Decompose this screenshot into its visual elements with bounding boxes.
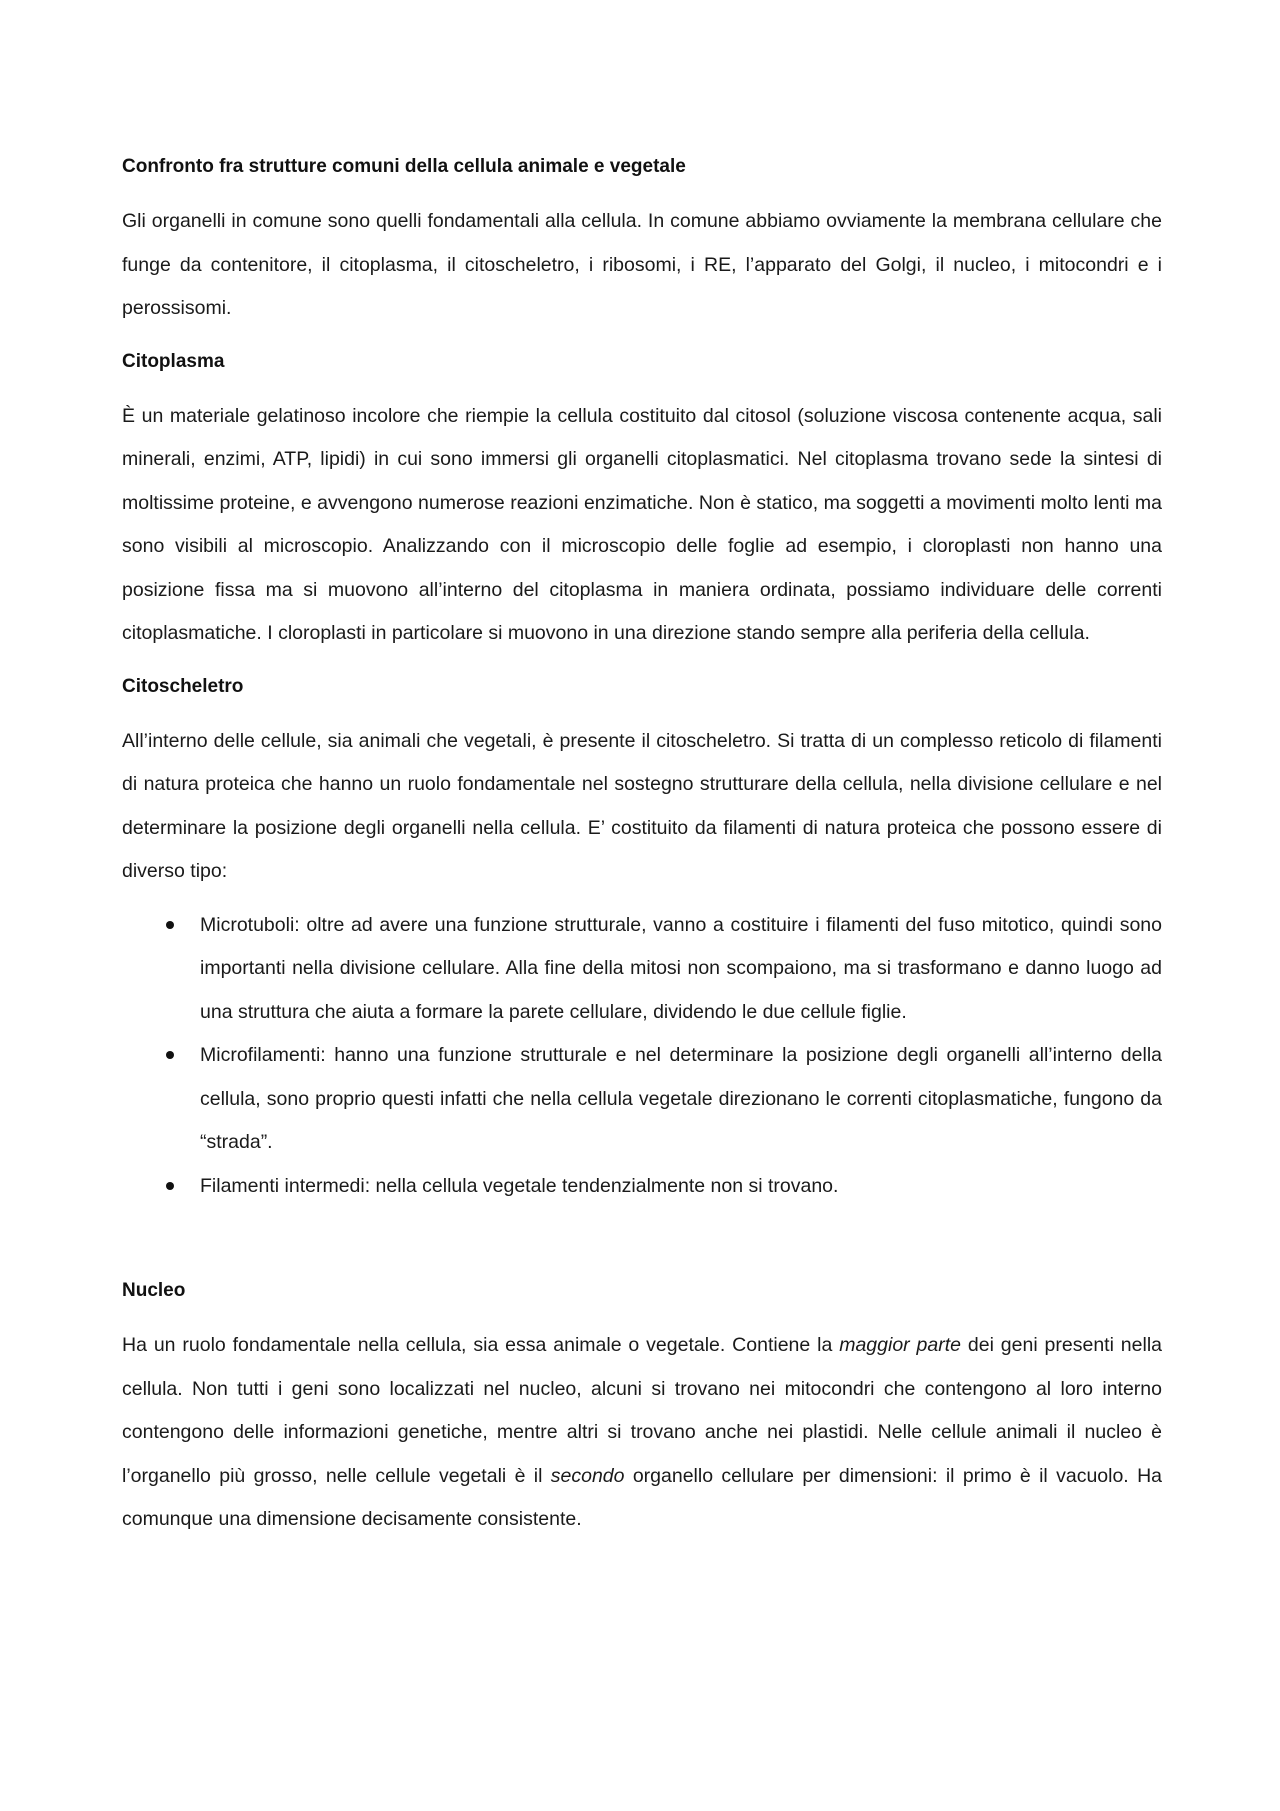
nucleo-emphasis-1: maggior parte (839, 1334, 961, 1356)
list-item (122, 1165, 1162, 1209)
paragraph-citoscheletro: All’interno delle cellule, sia animali che vegetali, è presente il citoscheletro. Si tratta di un complesso reticolo di filamenti di natura proteica che hanno un ruolo fondamentale nel sostegno strutturare della cellula, nella divisione cellulare e nel determinare la posizione degli organelli nella cellula. E’ costituito da filamenti di natura proteica che possono essere di diverso tipo: (122, 729, 1162, 882)
heading-confronto: Confronto fra strutture comuni della cellula animale e vegetale (122, 156, 686, 177)
bullet-icon (166, 921, 174, 929)
paragraph-citoplasma: È un materiale gelatinoso incolore che riempie la cellula costituito dal citosol (soluzione viscosa contenente acqua, sali minerali, enzimi, ATP, lipidi) in cui sono immersi gli organelli citoplasmatici. Nel citoplasma trovano sede la sintesi di moltissime proteine, e avvengono numerose reazioni enzimatiche. Non è statico, ma soggetti a movimenti molto lenti ma sono visibili al microscopio. Analizzando con il microscopio delle foglie ad esempio, i cloroplasti non hanno una posizione fissa ma si muovono all’interno del citoplasma in maniera ordinata, possiamo individuare delle correnti citoplasmatiche. I cloroplasti in particolare si muovono in una direzione stando sempre alla periferia della cellula. (122, 404, 1162, 644)
document-page (122, 150, 1162, 1542)
bullet-list-filamenti (122, 904, 1162, 1209)
list-item-text: Microfilamenti: hanno una funzione strutturale e nel determinare la posizione degli organelli all’interno della cellula, sono proprio questi infatti che nella cellula vegetale direzionano le correnti citoplasmatiche, fungono da “strada”. (200, 1044, 1162, 1153)
nucleo-text-2: dei geni presenti nella cellula. Non tutti i geni sono localizzati nel nucleo, alcuni si trovano nei mitocondri che contengono al loro interno contengono delle informazioni genetiche, mentre altri si trovano anche nei plastidi. Nelle cellule animali il nucleo è l’organello più grosso, nelle cellule vegetali è il (122, 1334, 1163, 1487)
bullet-icon (166, 1182, 174, 1190)
list-item (122, 1034, 1162, 1165)
list-item (122, 904, 1162, 1035)
list-item-text: Microtuboli: oltre ad avere una funzione strutturale, vanno a costituire i filamenti del fuso mitotico, quindi sono importanti nella divisione cellulare. Alla fine della mitosi non scompaiono, ma si trasformano e danno luogo ad una struttura che aiuta a formare la parete cellulare, dividendo le due cellule figlie. (200, 913, 1162, 1023)
list-item-text: Filamenti intermedi: nella cellula vegetale tendenzialmente non si trovano. (200, 1174, 839, 1197)
heading-citoplasma: Citoplasma (122, 350, 225, 372)
heading-nucleo: Nucleo (122, 1280, 186, 1301)
nucleo-text-3: organello cellulare per dimensioni: il primo è il vacuolo. Ha comunque una dimensione decisamente consistente. (122, 1464, 1162, 1530)
paragraph-nucleo (122, 1324, 1162, 1542)
nucleo-text-1: Ha un ruolo fondamentale nella cellula, sia essa animale o vegetale. Contiene la (122, 1334, 840, 1356)
nucleo-emphasis-2: secondo (550, 1464, 625, 1487)
bullet-icon (166, 1051, 174, 1059)
heading-citoscheletro: Citoscheletro (122, 675, 244, 697)
paragraph-intro: Gli organelli in comune sono quelli fondamentali alla cellula. In comune abbiamo ovviamente la membrana cellulare che funge da contenitore, il citoplasma, il citoscheletro, i ribosomi, i RE, l’apparato del Golgi, il nucleo, i mitocondri e i perossisomi. (122, 210, 1162, 319)
